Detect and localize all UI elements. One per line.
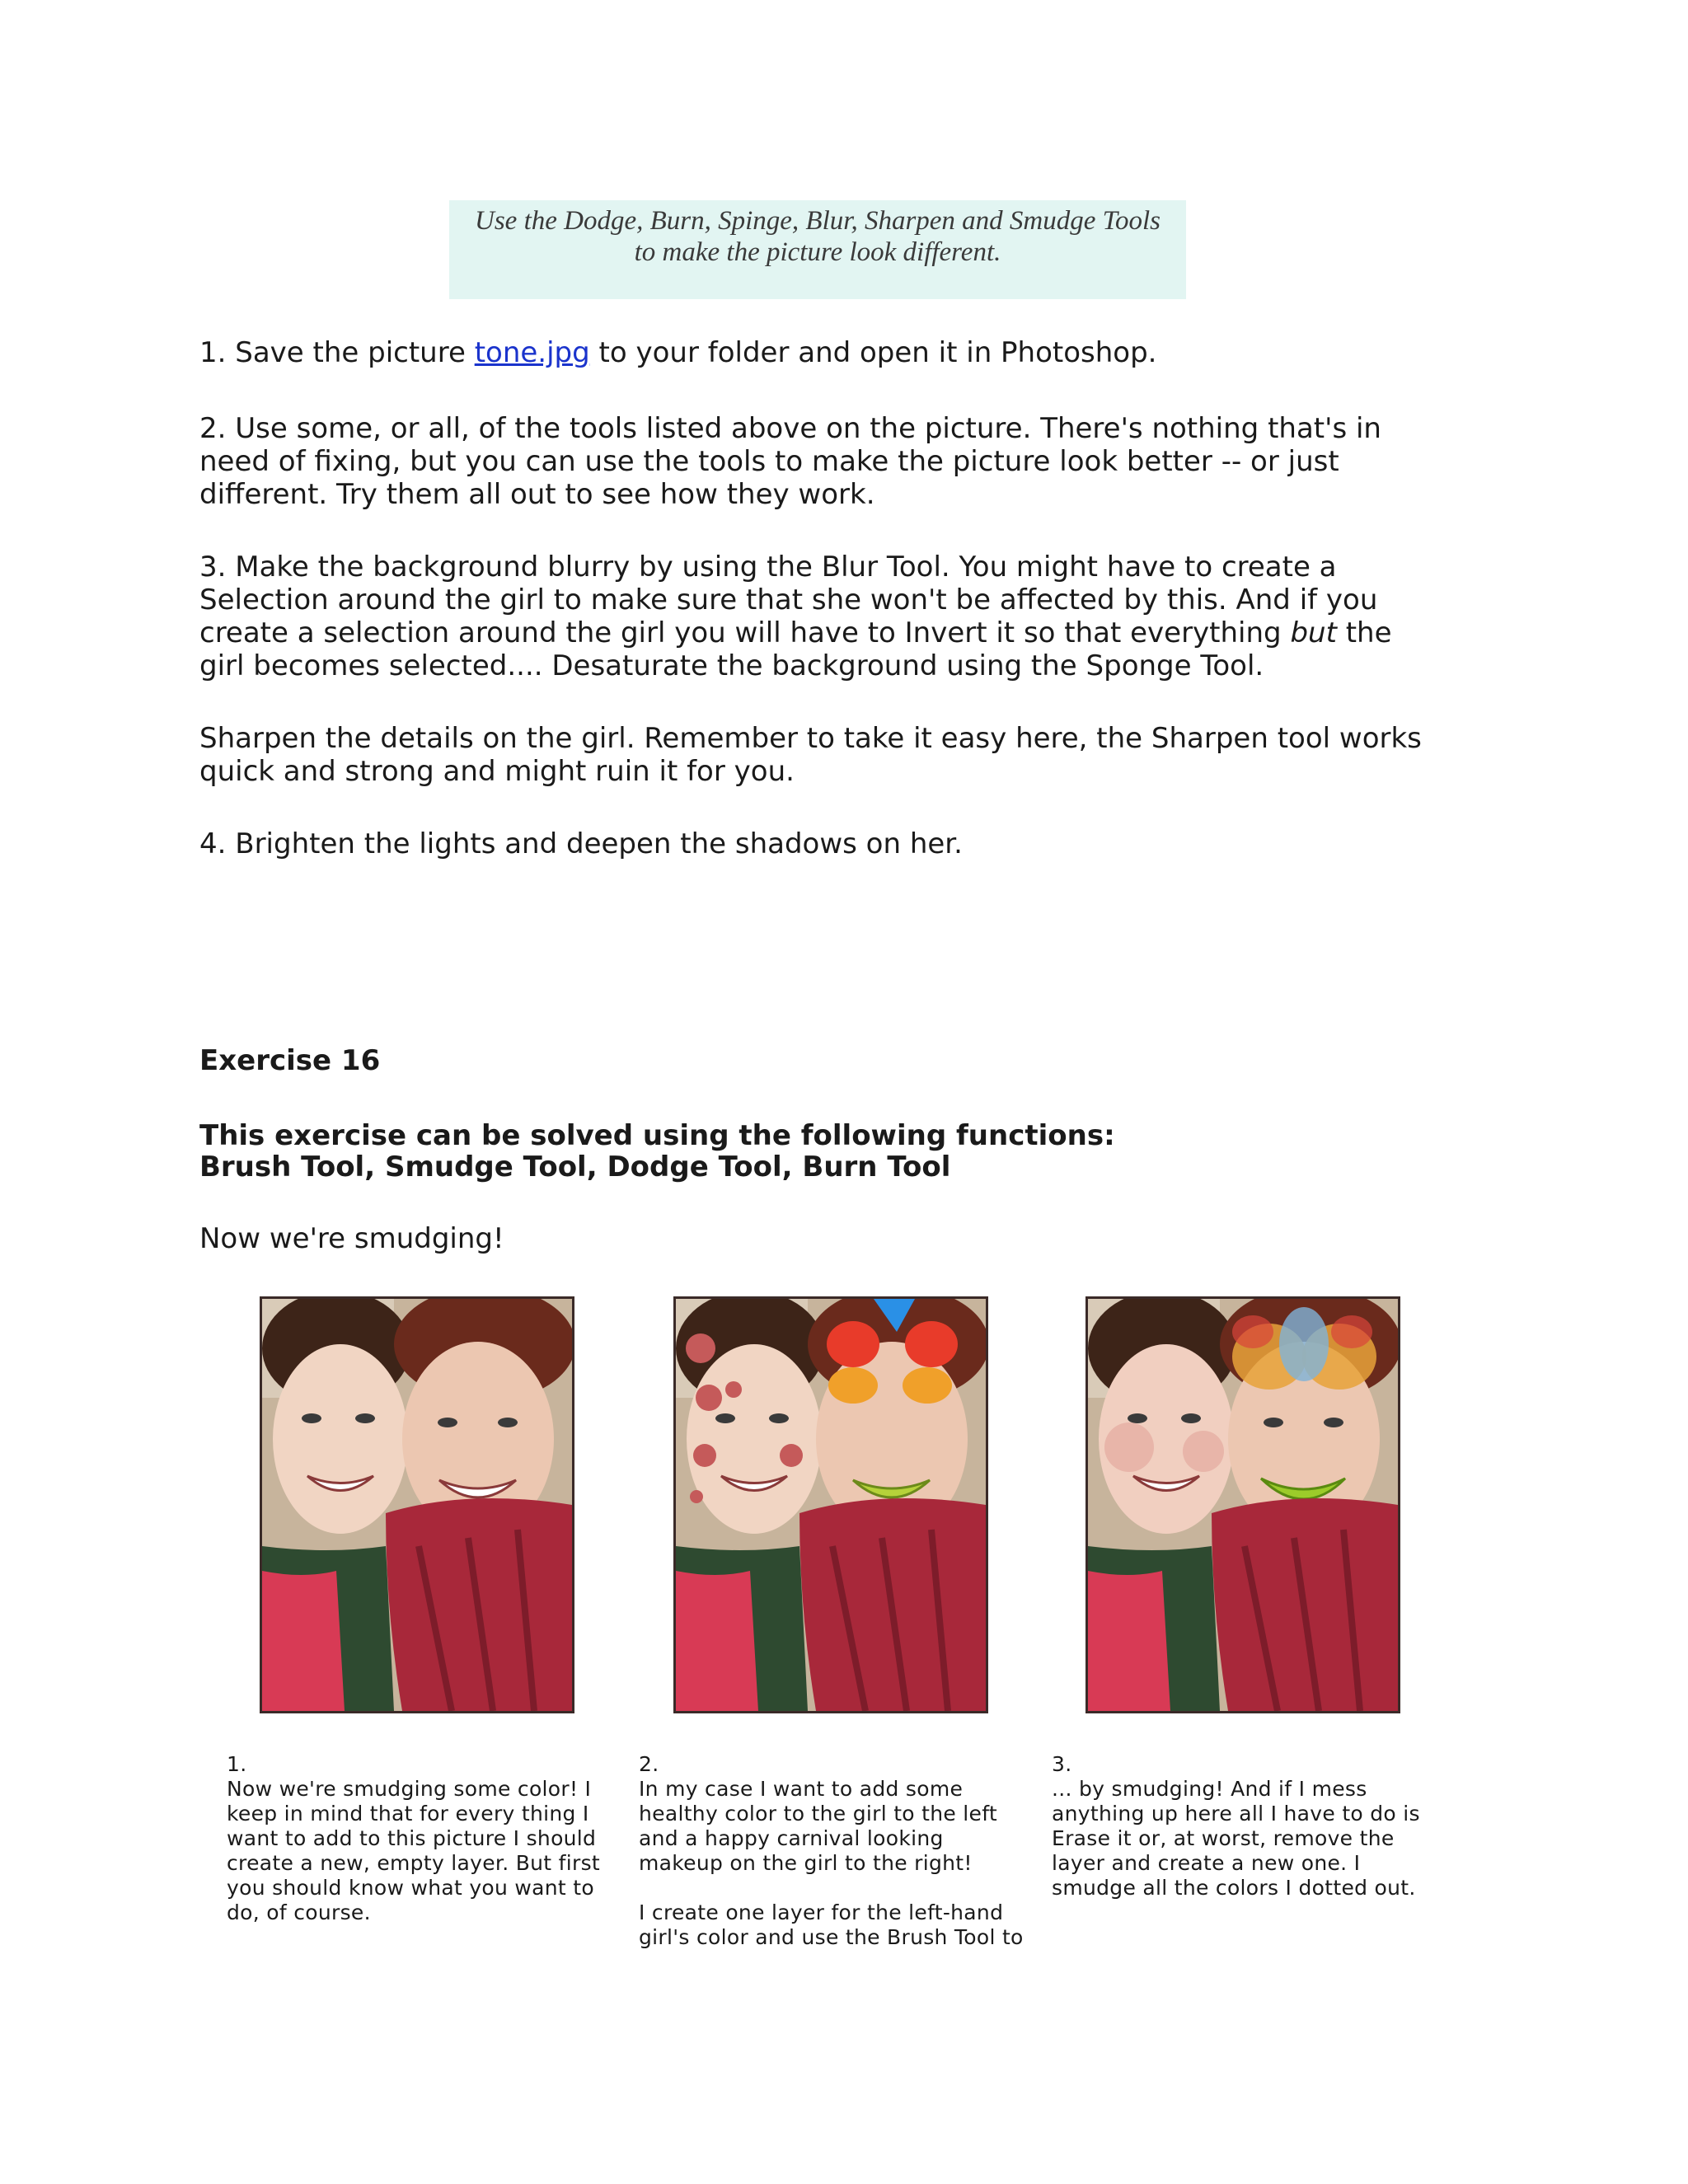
exercise-intro: Now we're smudging! — [199, 1222, 504, 1255]
banner-line-1: Use the Dodge, Burn, Spinge, Blur, Sharpen and Smudge Tools — [475, 206, 1160, 236]
step-3-text-end: the girl becomes selected.... Desaturate the background using the Sponge Tool. — [199, 616, 1392, 682]
step-1-text: 1. Save the picture — [199, 336, 475, 369]
functions-line-2: Brush Tool, Smudge Tool, Dodge Tool, Burn Tool — [199, 1151, 951, 1183]
caption-1 — [227, 1752, 614, 1925]
caption-2-text-continued: I create one layer for the left-hand girl's color and use the Brush Tool to — [639, 1900, 1024, 1949]
exercise-title: Exercise 16 — [199, 1044, 381, 1077]
caption-1-text: Now we're smudging some color! I keep in mind that for every thing I want to add to this picture I should create a new, empty layer. But first you should know what you want to do, of course. — [227, 1777, 600, 1924]
functions-line-1: This exercise can be solved using the following functions: — [199, 1119, 1115, 1152]
step-3-emphasis: but — [1290, 616, 1337, 649]
step-2: 2. Use some, or all, of the tools listed above on the picture. There's nothing that's in need of fixing, but you can use the tools to make the picture look better -- or just different. Try them all out to see how they work. — [199, 412, 1381, 511]
caption-3-number: 3. — [1052, 1752, 1072, 1776]
step-3 — [199, 551, 1436, 682]
photo-dotted-colors — [673, 1296, 988, 1713]
sharpen-paragraph: Sharpen the details on the girl. Remember to take it easy here, the Sharpen tool works quick and strong and might ruin it for you. — [199, 722, 1422, 788]
step-3-text: 3. Make the background blurry by using the Blur Tool. You might have to create a Selection around the girl to make sure that she won't be affected by this. And if you create a selection around the girl you will have to Invert it so that everything — [199, 551, 1378, 649]
caption-3 — [1052, 1752, 1439, 1900]
caption-2-text: In my case I want to add some healthy color to the girl to the left and a happy carnival looking makeup on the girl to the right! — [639, 1777, 998, 1875]
step-1-text-end: to your folder and open it in Photoshop. — [589, 336, 1157, 369]
tone-jpg-link[interactable]: tone.jpg — [474, 336, 590, 369]
caption-1-number: 1. — [227, 1752, 247, 1776]
step-1 — [199, 336, 1436, 369]
caption-2-number: 2. — [639, 1752, 659, 1776]
banner-line-2: to make the picture look different. — [634, 237, 1001, 267]
photo-smudged-colors — [1085, 1296, 1400, 1713]
instruction-banner — [449, 200, 1186, 299]
photo-original — [260, 1296, 574, 1713]
caption-3-text: ... by smudging! And if I mess anything up here all I have to do is Erase it or, at worst, remove the layer and create a new one. I smudge all the colors I dotted out. — [1052, 1777, 1420, 1900]
step-4: 4. Brighten the lights and deepen the shadows on her. — [199, 827, 963, 860]
caption-2 — [639, 1752, 1026, 1950]
